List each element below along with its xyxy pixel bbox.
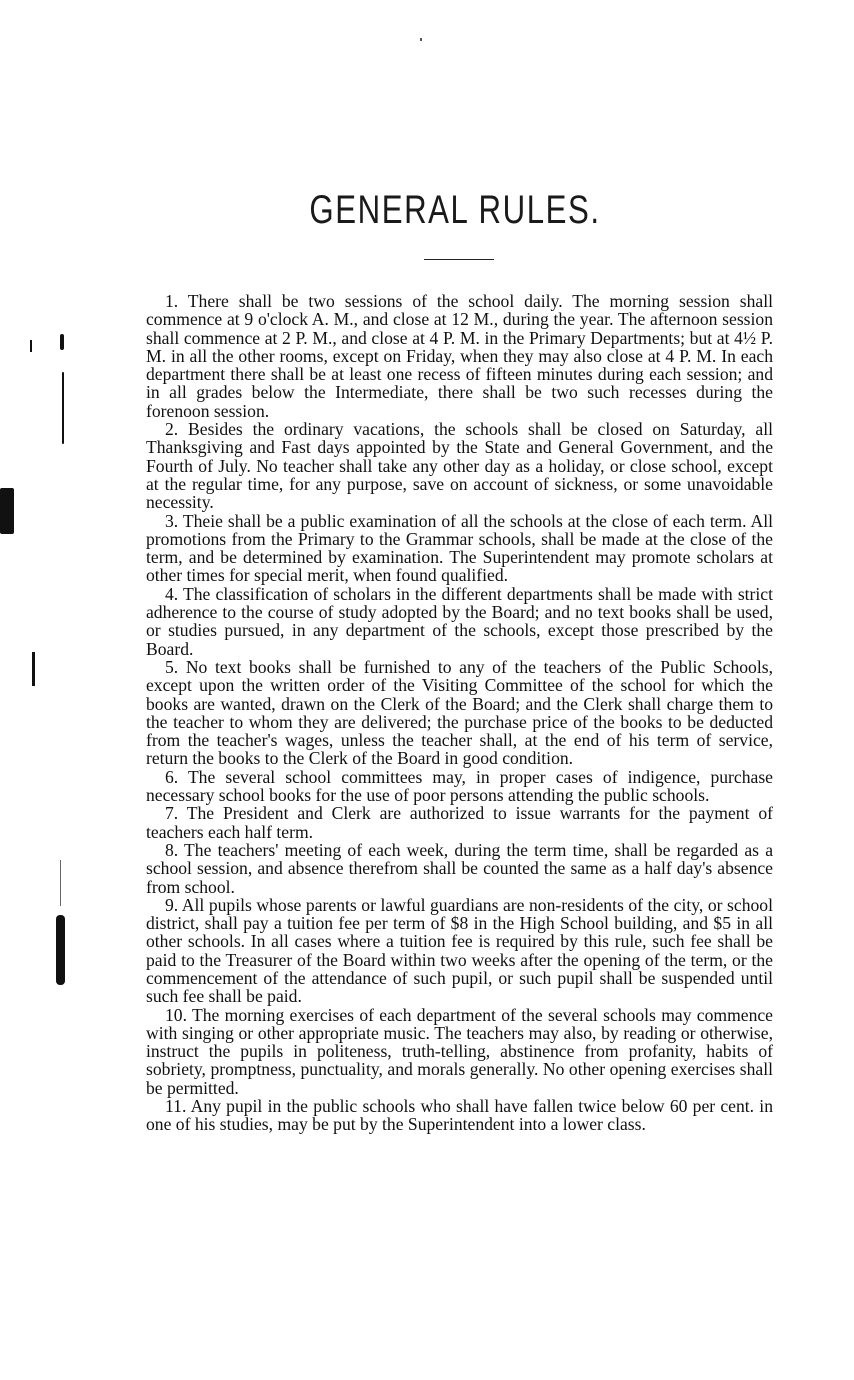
- rule-paragraph: 1. There shall be two sessions of the school daily. The morning session shall commence at 9 o'clock A. M., and close at 12 M., during the year. The afternoon session shall commence at 2 P. M., and close at 4 P. M. in the Primary Departments; but at 4½ P. M. in all the other rooms, except on Friday, when they may also close at 4 P. M. In each department there shall be at least one recess of fifteen minutes during each session; and in all grades below the Intermediate, there shall be two such recesses during the forenoon session.: [146, 291, 773, 421]
- page-speck: [420, 38, 422, 41]
- binding-mark: [60, 334, 64, 350]
- rule-paragraph: 8. The teachers' meeting of each week, during the term time, shall be regarded as a school session, and absence therefrom shall be counted the same as a half day's absence from school.: [146, 839, 773, 897]
- rule-paragraph: 3. Theie shall be a public examination of all the schools at the close of each term. All promotions from the Primary to the Grammar schools, shall be made at the close of the term, and be determined by examination. The Superintendent may promote scholars at other times for special merit, when found qualified.: [146, 510, 773, 586]
- rule-paragraph: 9. All pupils whose parents or lawful guardians are non-residents of the city, or school district, shall pay a tuition fee per term of $8 in the High School building, and $5 in all other schools. In all cases where a tuition fee is required by this rule, such fee shall be paid to the Treasurer of the Board within two weeks after the opening of the term, or the commencement of the attendance of such pupil, or such pupil shall be suspended until such fee shall be paid.: [146, 894, 773, 1007]
- rule-paragraph: 6. The several school committees may, in proper cases of indigence, purchase necessary school books for the use of poor persons attending the public schools.: [146, 766, 773, 806]
- binding-mark: [60, 860, 61, 906]
- rule-paragraph: 7. The President and Clerk are authorized to issue warrants for the payment of teachers each half term.: [146, 803, 773, 842]
- binding-mark: [32, 652, 35, 686]
- rule-paragraph: 5. No text books shall be furnished to any of the teachers of the Public Schools, except upon the written order of the Visiting Committee of the school for which the books are wanted, drawn on the Clerk of the Board; and the Clerk shall charge them to the teacher to whom they are delivered; the purchase price of the books to be deducted from the teacher's wages, unless the teacher shall, at the end of his term of service, return the books to the Clerk of the Board in good condition.: [146, 656, 773, 769]
- title-divider: [424, 259, 494, 260]
- binding-mark: [56, 915, 65, 985]
- rule-paragraph: 11. Any pupil in the public schools who shall have fallen twice below 60 per cent. in one of his studies, may be put by the Superintendent into a lower class.: [146, 1096, 773, 1135]
- rule-paragraph: 10. The morning exercises of each department of the several schools may commence with singing or other appropriate music. The teachers may also, by reading or otherwise, instruct the pupils in politeness, truth-telling, abstinence from profanity, habits of sobriety, promptness, punctuality, and morals generally. No other opening exercises shall be permitted.: [146, 1004, 773, 1098]
- rule-paragraph: 2. Besides the ordinary vacations, the schools shall be closed on Saturday, all Thanksgiving and Fast days appointed by the State and General Government, and the Fourth of July. No teacher shall take any other day as a holiday, or close school, except at the regular time, for any purpose, save on account of sickness, or some unavoidable necessity.: [146, 419, 773, 513]
- binding-mark: [0, 488, 14, 534]
- binding-mark: [30, 340, 32, 352]
- rule-paragraph: 4. The classification of scholars in the different departments shall be made with strict adherence to the course of study adopted by the Board; and no text books shall be used, or studies pursued, in any department of the schools, except those prescribed by the Board.: [146, 583, 773, 659]
- page-title: GENERAL RULES.: [309, 188, 601, 232]
- binding-mark: [62, 372, 64, 444]
- rules-list: [146, 292, 773, 1134]
